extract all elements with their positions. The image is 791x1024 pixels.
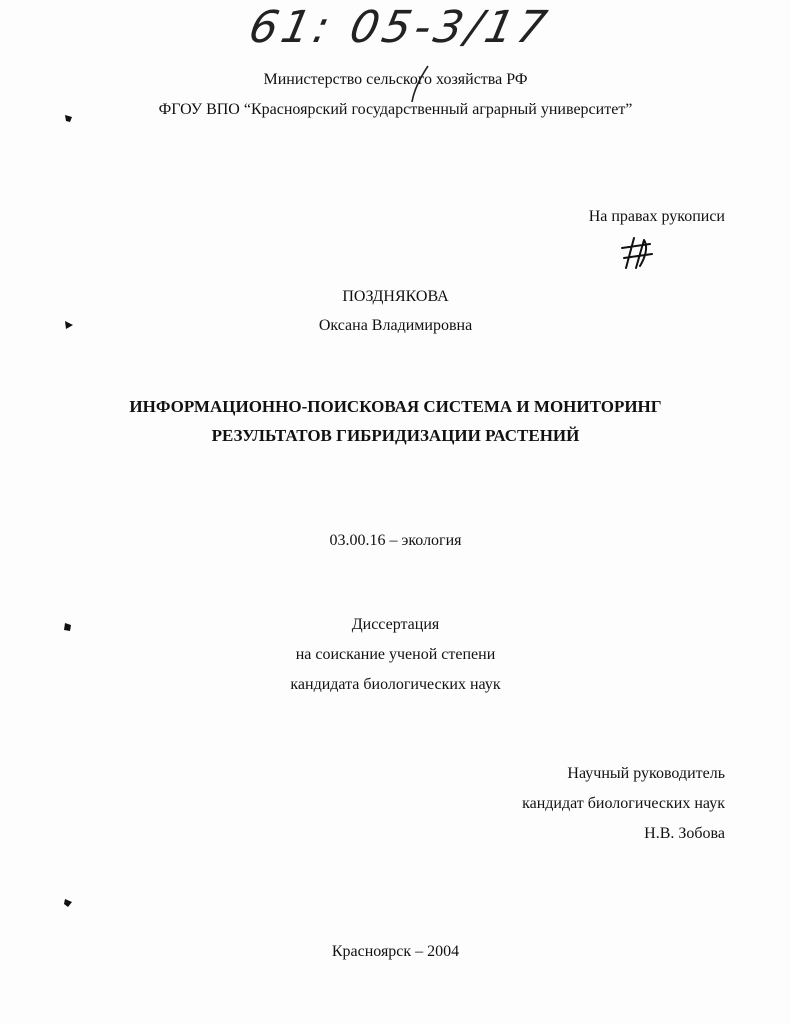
punch-hole-mark (64, 320, 74, 330)
author-surname: ПОЗДНЯКОВА (342, 288, 449, 305)
punch-hole-mark (64, 113, 74, 123)
manuscript-note: На правах рукописи (588, 208, 725, 225)
place-year: Красноярск – 2004 (331, 943, 460, 960)
university-line: ФГОУ ВПО “Красноярский государственный аграрный университет” (158, 101, 633, 118)
punch-hole-mark (63, 898, 73, 908)
dissertation-title-line1: ИНФОРМАЦИОННО-ПОИСКОВАЯ СИСТЕМА И МОНИТОРИНГ (129, 397, 662, 416)
supervisor-name: Н.В. Зобова (644, 825, 725, 842)
punch-hole-mark (63, 622, 73, 632)
degree-line2: на соискание ученой степени (295, 646, 496, 663)
supervisor-degree: кандидат биологических наук (522, 795, 725, 812)
degree-line3: кандидата биологических наук (290, 676, 501, 693)
supervisor-role: Научный руководитель (567, 765, 725, 782)
dissertation-title-line2: РЕЗУЛЬТАТОВ ГИБРИДИЗАЦИИ РАСТЕНИЙ (211, 426, 580, 445)
author-given-names: Оксана Владимировна (318, 317, 473, 334)
ministry-line: Министерство сельского хозяйства РФ (263, 71, 528, 88)
specialty-code: 03.00.16 – экология (329, 532, 462, 549)
degree-line1: Диссертация (351, 616, 440, 633)
signature-mark (618, 232, 658, 272)
handwritten-archive-code: 61: 05-3/17 (244, 2, 555, 53)
